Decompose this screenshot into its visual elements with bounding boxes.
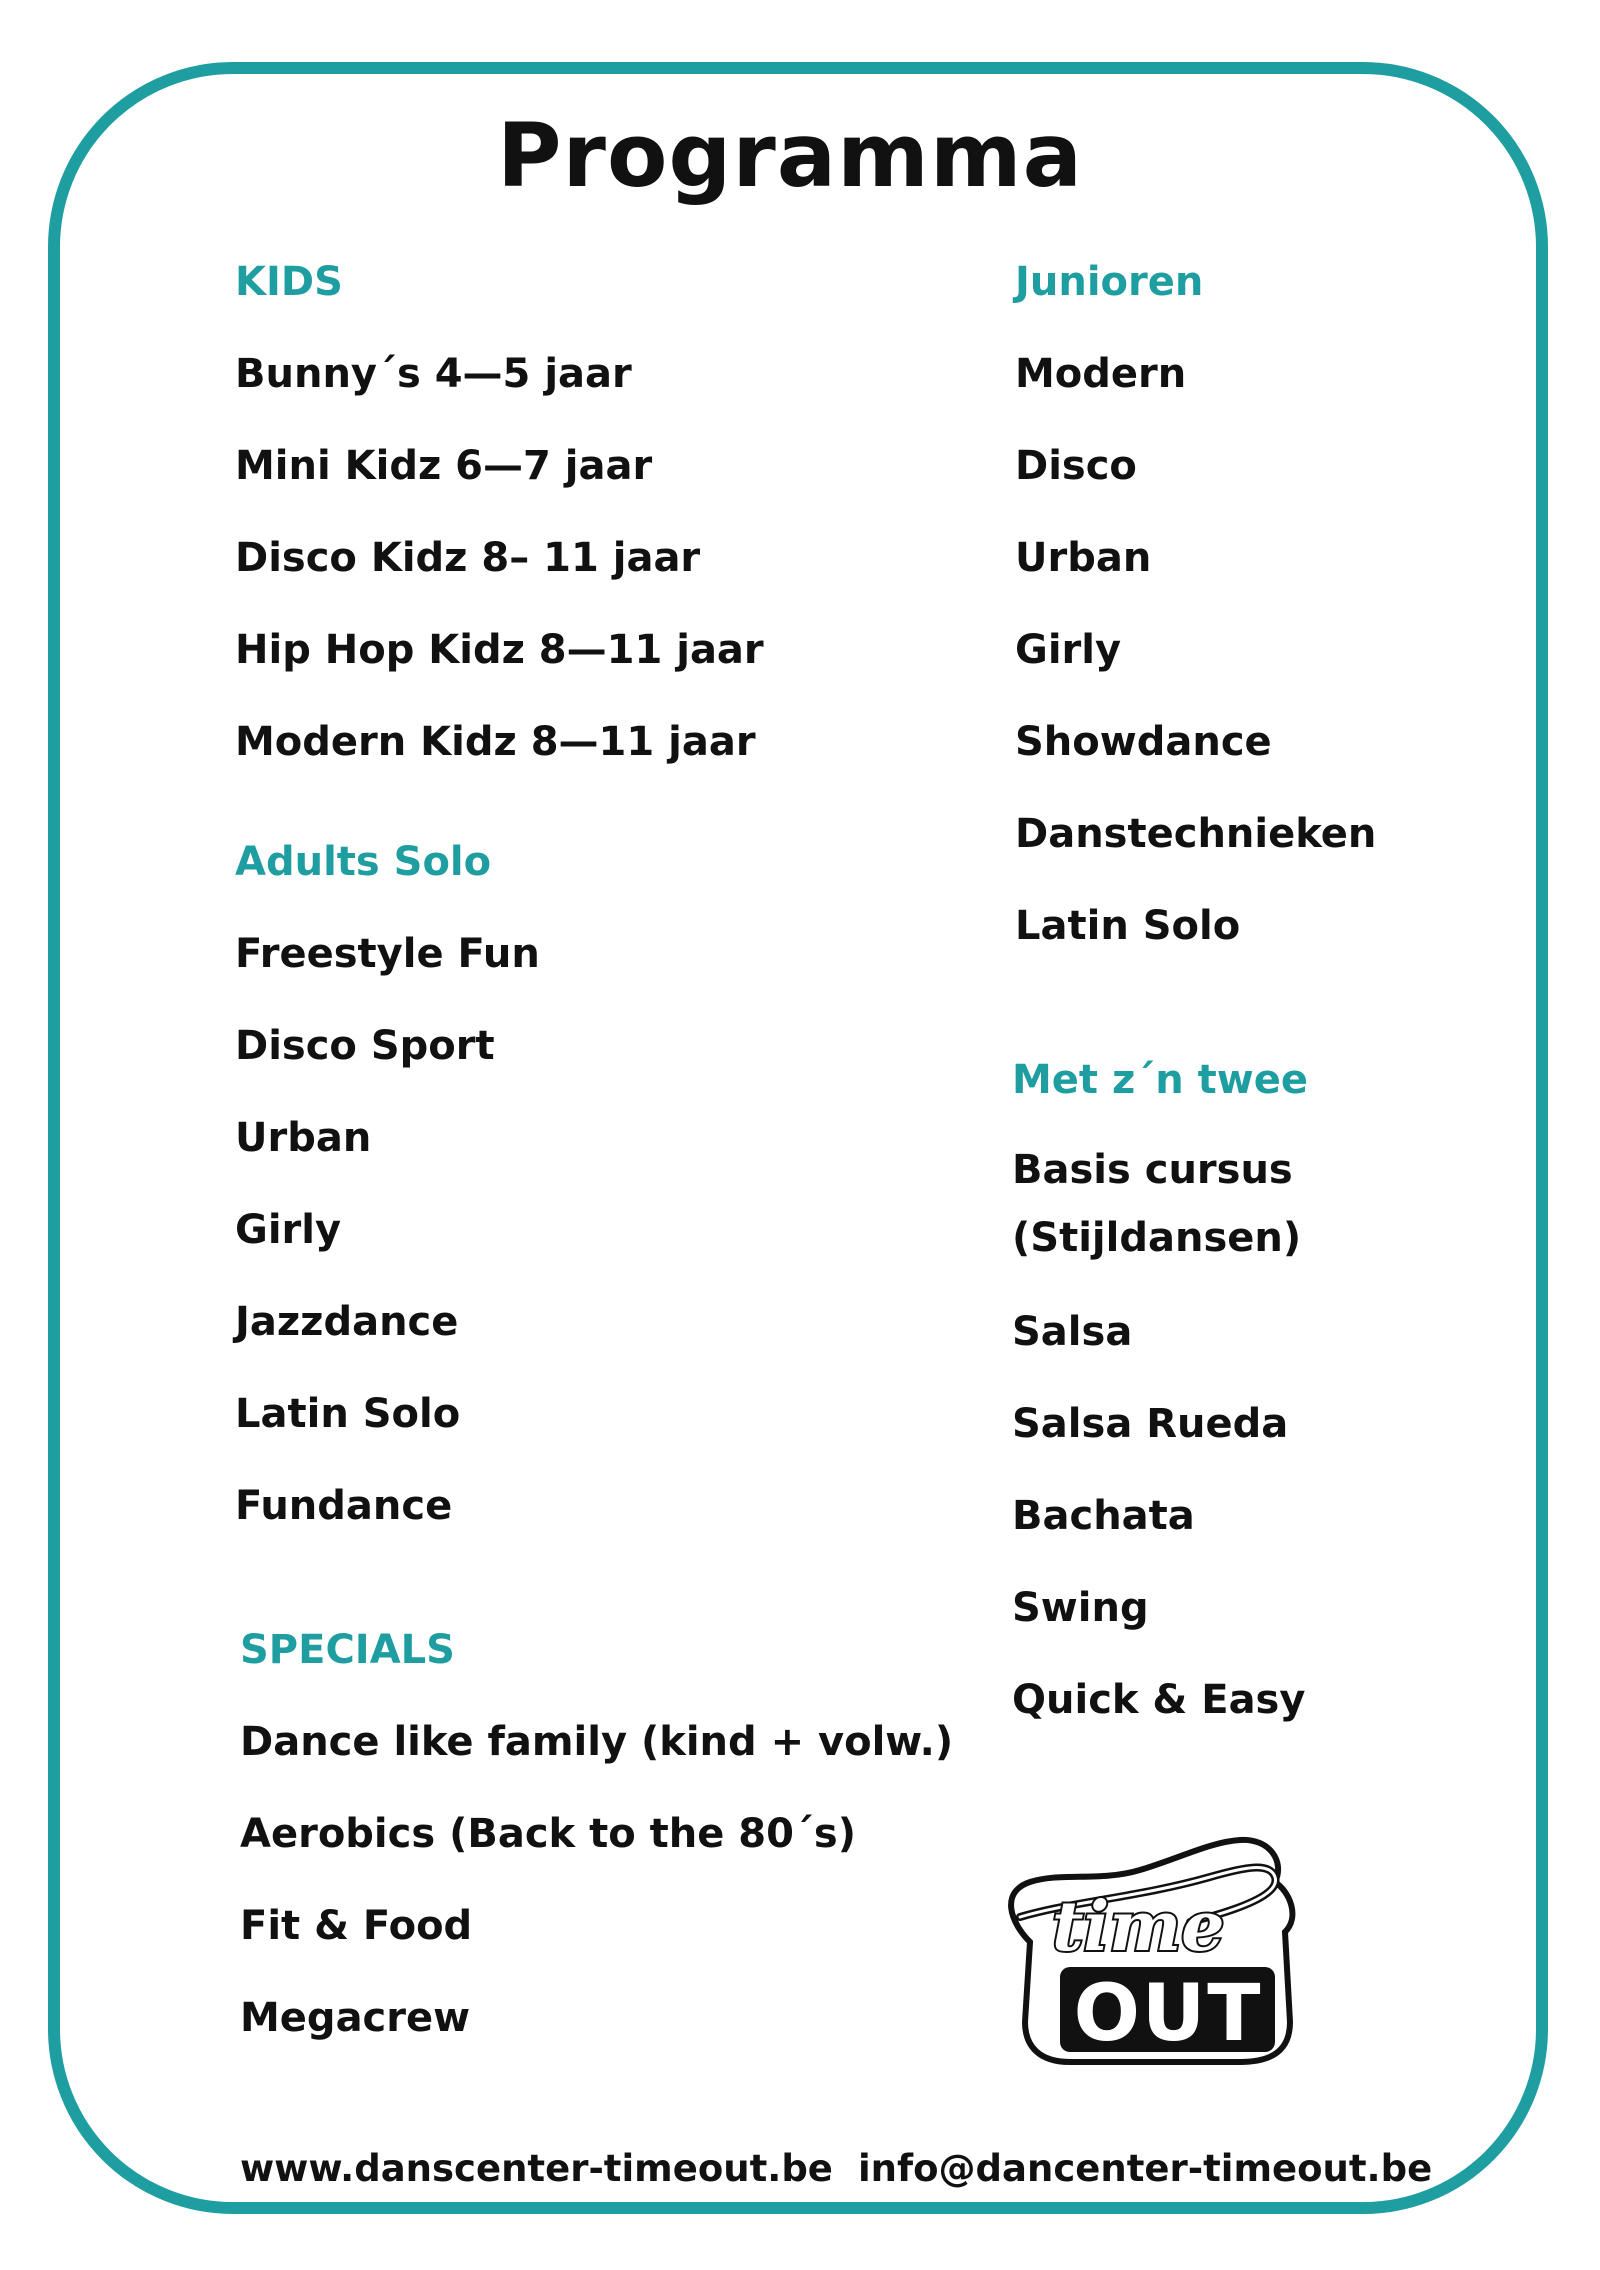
list-item: Mini Kidz 6—7 jaar xyxy=(235,443,653,489)
list-item: Bachata xyxy=(1012,1493,1195,1539)
list-item: Fit & Food xyxy=(240,1903,473,1949)
list-item: Disco Sport xyxy=(235,1023,495,1069)
list-item: Girly xyxy=(1015,627,1122,673)
footer-email-link[interactable]: info@dancenter-timeout.be xyxy=(858,2147,1433,2190)
footer-website-link[interactable]: www.danscenter-timeout.be xyxy=(240,2147,833,2190)
list-item: Quick & Easy xyxy=(1012,1677,1306,1723)
section-heading-adults-solo: Adults Solo xyxy=(235,839,492,885)
list-item: Jazzdance xyxy=(235,1299,459,1345)
timeout-logo xyxy=(990,1822,1310,2072)
list-item: Megacrew xyxy=(240,1995,471,2041)
list-item: Basis cursus (Stijldansen) xyxy=(1012,1147,1302,1261)
list-item: Girly xyxy=(235,1207,342,1253)
list-item: Salsa xyxy=(1012,1309,1133,1355)
page-title: Programma xyxy=(497,104,1083,207)
section-heading-met-zn-twee: Met z´n twee xyxy=(1012,1057,1308,1103)
section-heading-specials: SPECIALS xyxy=(240,1627,455,1673)
list-item: Bunny´s 4—5 jaar xyxy=(235,351,632,397)
list-item: Disco Kidz 8– 11 jaar xyxy=(235,535,701,581)
list-item: Modern Kidz 8—11 jaar xyxy=(235,719,756,765)
section-heading-kids: KIDS xyxy=(235,259,343,305)
list-item: Urban xyxy=(235,1115,372,1161)
list-item: Dance like family (kind + volw.) xyxy=(240,1719,954,1765)
list-item: Urban xyxy=(1015,535,1152,581)
list-item: Freestyle Fun xyxy=(235,931,540,977)
list-item: Aerobics (Back to the 80´s) xyxy=(240,1811,857,1857)
list-item: Modern xyxy=(1015,351,1187,397)
list-item: Danstechnieken xyxy=(1015,811,1377,857)
list-item: Latin Solo xyxy=(1015,903,1241,949)
list-item: Disco xyxy=(1015,443,1137,489)
list-item: Fundance xyxy=(235,1483,453,1529)
section-heading-junioren: Junioren xyxy=(1015,259,1204,305)
list-item: Hip Hop Kidz 8—11 jaar xyxy=(235,627,764,673)
list-item: Salsa Rueda xyxy=(1012,1401,1289,1447)
logo-text-out: OUT xyxy=(1073,1969,1263,2059)
list-item: Showdance xyxy=(1015,719,1272,765)
list-item: Swing xyxy=(1012,1585,1149,1631)
logo-text-time: time xyxy=(1052,1887,1225,1967)
list-item: Latin Solo xyxy=(235,1391,461,1437)
